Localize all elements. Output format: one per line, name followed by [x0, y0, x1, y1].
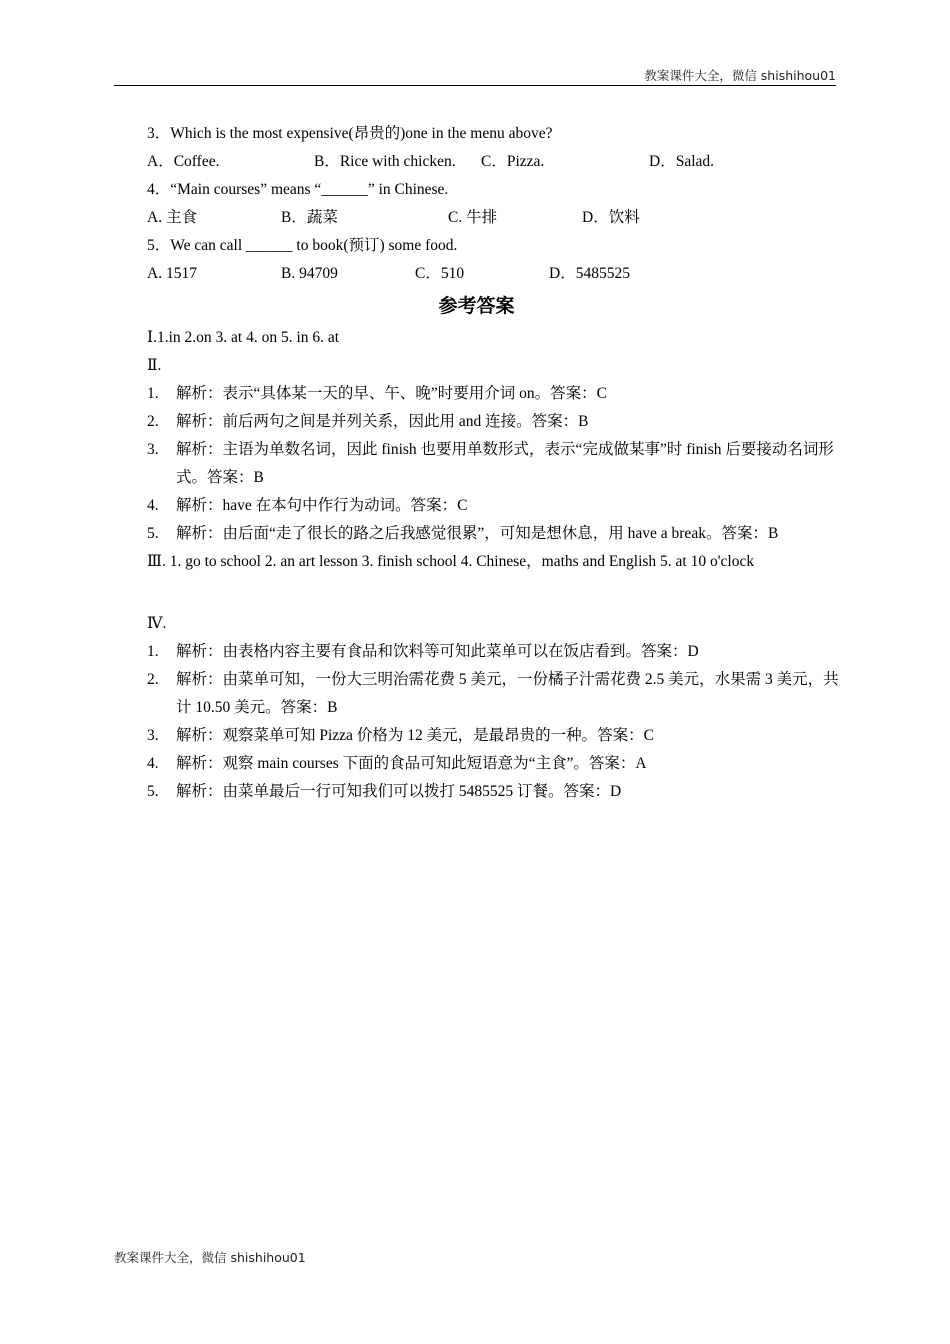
- item-number: 1.: [147, 643, 159, 660]
- question-5-stem: 5．We can call ______ to book(预订) some food.: [147, 237, 458, 254]
- option-c: C．510: [415, 265, 465, 282]
- page-footer: 教案课件大全，微信 shishihou01: [114, 1250, 306, 1265]
- answers-section-4-heading: Ⅳ.: [147, 615, 167, 632]
- item-number: 5.: [147, 525, 159, 542]
- option-b: B. 94709: [281, 265, 338, 282]
- item-text: 解析：由菜单最后一行可知我们可以拨打 5485525 订餐。答案：D: [176, 783, 622, 800]
- option-b: B．蔬菜: [281, 209, 338, 226]
- item-number: 4.: [147, 497, 159, 514]
- question-3-stem: 3．Which is the most expensive(昂贵的)one in the menu above?: [147, 125, 553, 142]
- item-text: 解析：主语为单数名词，因此 finish 也要用单数形式，表示“完成做某事”时 finish 后要接动名词形式。答案：B: [176, 441, 834, 486]
- item-number: 3.: [147, 441, 159, 458]
- list-item: [147, 380, 839, 408]
- question-4-options: [147, 204, 839, 232]
- answers-section-3: Ⅲ. 1. go to school 2. an art lesson 3. finish school 4. Chinese，maths and English 5. at 10 o'clock: [147, 553, 755, 570]
- item-text: 解析：观察菜单可知 Pizza 价格为 12 美元，是最昂贵的一种。答案：C: [176, 727, 654, 744]
- item-number: 2.: [147, 671, 159, 688]
- item-number: 2.: [147, 413, 159, 430]
- answers-section-2-heading: Ⅱ.: [147, 357, 162, 374]
- option-a: A. 主食: [147, 209, 197, 226]
- option-c: C. 牛排: [448, 209, 498, 226]
- option-d: D．饮料: [582, 209, 640, 226]
- list-item: [147, 722, 839, 750]
- list-item: [147, 492, 839, 520]
- list-item: [147, 666, 839, 722]
- item-text: 解析：前后两句之间是并列关系，因此用 and 连接。答案：B: [176, 413, 589, 430]
- list-item: [147, 750, 839, 778]
- item-text: 解析：由表格内容主要有食品和饮料等可知此菜单可以在饭店看到。答案：D: [176, 643, 699, 660]
- item-text: 解析：由后面“走了很长的路之后我感觉很累”，可知是想休息，用 have a break。答案：B: [176, 525, 779, 542]
- document-body: [147, 120, 839, 806]
- option-d: D．5485525: [549, 265, 630, 282]
- question-3-options: [147, 148, 839, 176]
- list-item: [147, 408, 839, 436]
- item-text: 解析：观察 main courses 下面的食品可知此短语意为“主食”。答案：A: [176, 755, 647, 772]
- option-d: D．Salad.: [649, 153, 715, 170]
- answers-title: 参考答案: [438, 295, 515, 317]
- list-item: [147, 778, 839, 806]
- question-4-stem: 4．“Main courses” means “______” in Chinese.: [147, 181, 449, 198]
- question-5-options: [147, 260, 839, 288]
- spacer: [147, 576, 839, 610]
- list-item: [147, 520, 839, 548]
- option-b: B．Rice with chicken.: [314, 153, 456, 170]
- page-header: 教案课件大全，微信 shishihou01: [644, 68, 836, 83]
- option-a: A. 1517: [147, 265, 197, 282]
- option-c: C．Pizza.: [481, 153, 545, 170]
- option-a: A．Coffee.: [147, 153, 220, 170]
- item-number: 5.: [147, 783, 159, 800]
- item-number: 3.: [147, 727, 159, 744]
- header-divider: [114, 85, 836, 86]
- item-text: 解析：have 在本句中作行为动词。答案：C: [176, 497, 468, 514]
- answers-section-1: Ⅰ.1.in 2.on 3. at 4. on 5. in 6. at: [147, 329, 340, 346]
- item-text: 解析：由菜单可知，一份大三明治需花费 5 美元，一份橘子汁需花费 2.5 美元，水果需 3 美元，共计 10.50 美元。答案：B: [176, 671, 839, 716]
- item-text: 解析：表示“具体某一天的早、午、晚”时要用介词 on。答案：C: [176, 385, 607, 402]
- list-item: [147, 638, 839, 666]
- item-number: 1.: [147, 385, 159, 402]
- list-item: [147, 436, 839, 492]
- item-number: 4.: [147, 755, 159, 772]
